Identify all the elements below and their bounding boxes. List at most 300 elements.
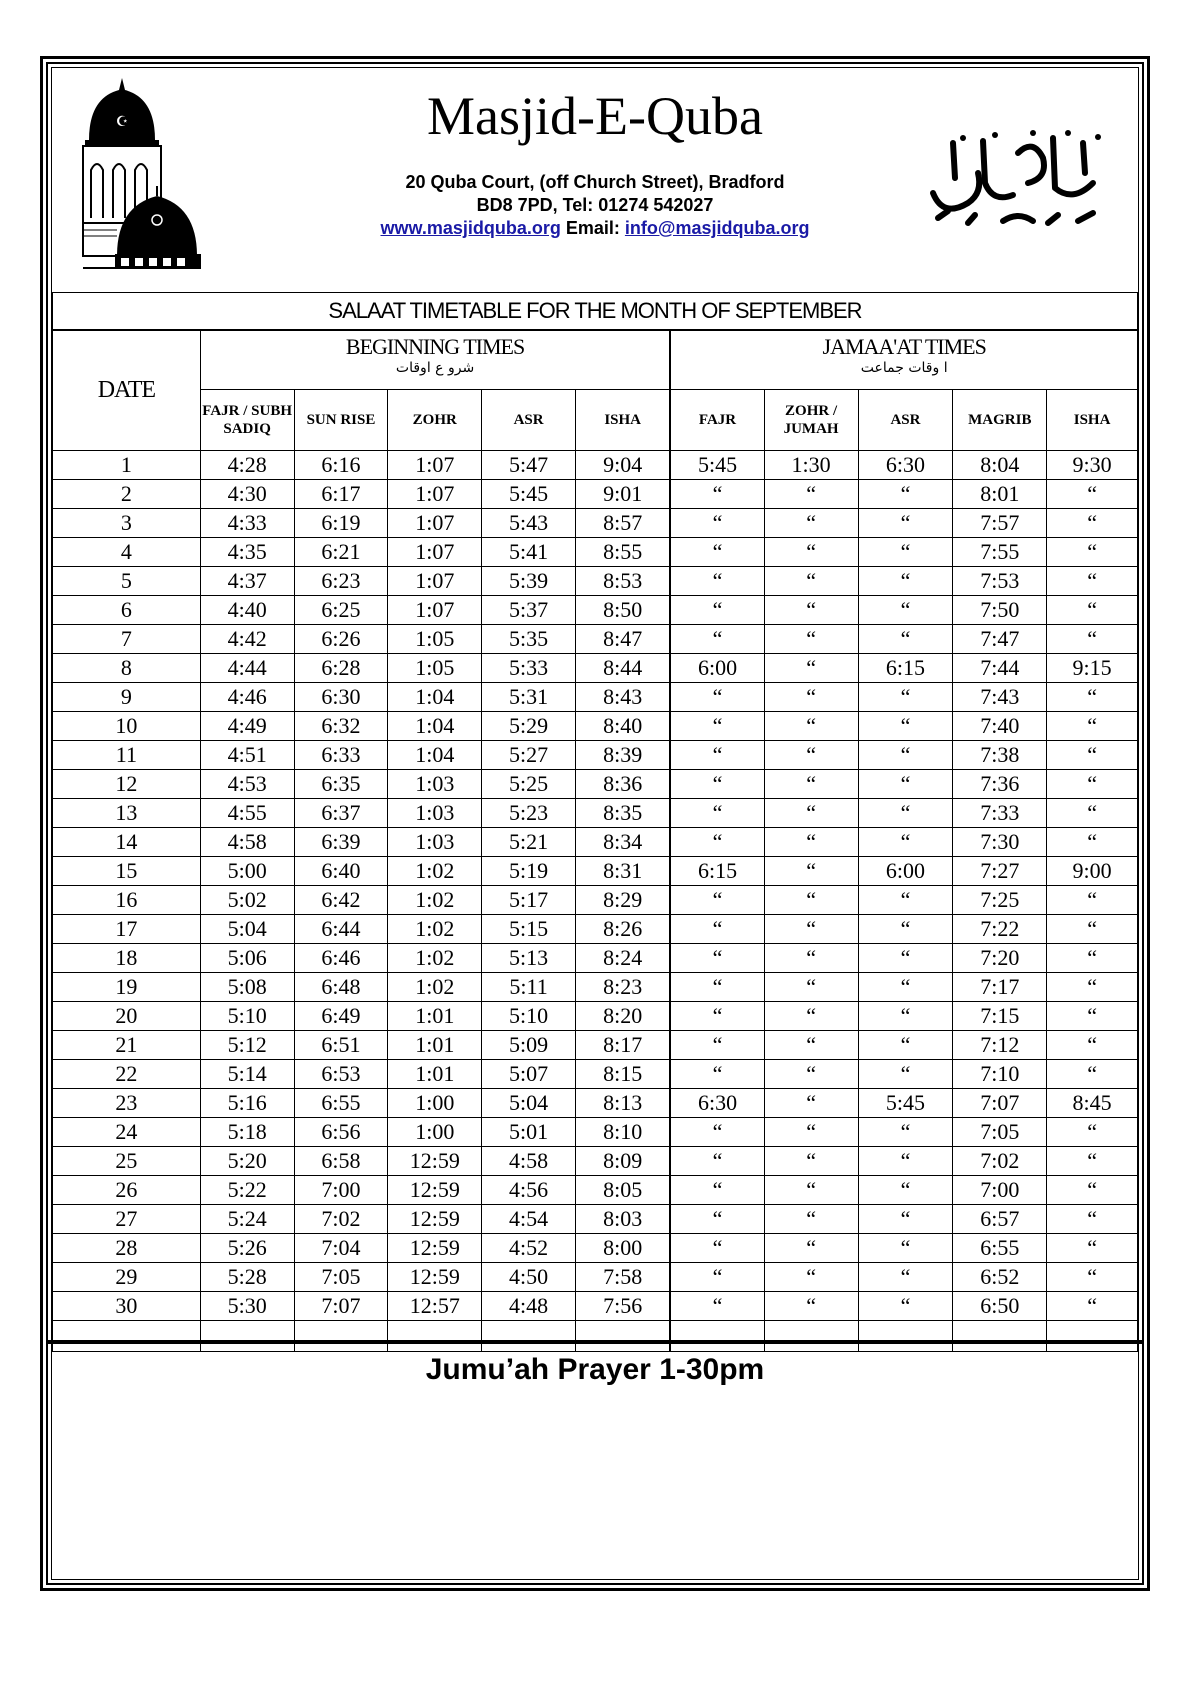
table-row xyxy=(53,509,1138,538)
time-cell: “ xyxy=(670,828,764,857)
time-cell: 1:02 xyxy=(388,944,482,973)
time-cell: 7:02 xyxy=(953,1147,1047,1176)
time-cell: “ xyxy=(764,770,858,799)
date-cell: 25 xyxy=(53,1147,201,1176)
footer-divider xyxy=(46,1340,1144,1344)
beginning-col-1-header: SUN RISE xyxy=(294,390,388,451)
time-cell: 9:04 xyxy=(575,451,670,480)
time-cell: 7:33 xyxy=(953,799,1047,828)
time-cell: 4:28 xyxy=(200,451,294,480)
time-cell: “ xyxy=(670,480,764,509)
time-cell: 5:14 xyxy=(200,1060,294,1089)
time-cell: “ xyxy=(858,1002,953,1031)
time-cell: “ xyxy=(858,973,953,1002)
date-cell: 5 xyxy=(53,567,201,596)
time-cell: “ xyxy=(858,741,953,770)
time-cell: “ xyxy=(858,625,953,654)
jumuah-prayer-note: Jumu’ah Prayer 1-30pm xyxy=(425,1353,765,1386)
time-cell: 7:25 xyxy=(953,886,1047,915)
time-cell: 5:45 xyxy=(482,480,576,509)
time-cell: 1:01 xyxy=(388,1060,482,1089)
jamaat-col-4-header: ISHA xyxy=(1047,390,1138,451)
time-cell: 8:29 xyxy=(575,886,670,915)
time-cell: 7:38 xyxy=(953,741,1047,770)
time-cell: “ xyxy=(1047,799,1138,828)
beginning-col-3-header: ASR xyxy=(482,390,576,451)
time-cell: 6:21 xyxy=(294,538,388,567)
time-cell: 5:02 xyxy=(200,886,294,915)
time-cell: 6:46 xyxy=(294,944,388,973)
time-cell: 6:55 xyxy=(294,1089,388,1118)
time-cell: “ xyxy=(670,741,764,770)
time-cell: “ xyxy=(858,1234,953,1263)
time-cell: “ xyxy=(670,625,764,654)
time-cell: 4:49 xyxy=(200,712,294,741)
time-cell: 8:53 xyxy=(575,567,670,596)
date-cell: 11 xyxy=(53,741,201,770)
date-cell: 27 xyxy=(53,1205,201,1234)
table-row xyxy=(53,1118,1138,1147)
time-cell: “ xyxy=(858,1263,953,1292)
time-cell: “ xyxy=(670,944,764,973)
date-cell: 16 xyxy=(53,886,201,915)
table-row xyxy=(53,654,1138,683)
time-cell: 7:10 xyxy=(953,1060,1047,1089)
time-cell: 8:36 xyxy=(575,770,670,799)
table-row xyxy=(53,770,1138,799)
date-cell: 30 xyxy=(53,1292,201,1321)
time-cell: 7:40 xyxy=(953,712,1047,741)
date-cell: 22 xyxy=(53,1060,201,1089)
time-cell: 1:07 xyxy=(388,567,482,596)
time-cell: “ xyxy=(858,538,953,567)
time-cell: 5:13 xyxy=(482,944,576,973)
time-cell: 9:00 xyxy=(1047,857,1138,886)
time-cell: 6:55 xyxy=(953,1234,1047,1263)
jamaat-col-1-header: ZOHR / JUMAH xyxy=(764,390,858,451)
empty-cell xyxy=(53,1321,201,1352)
date-cell: 17 xyxy=(53,915,201,944)
time-cell: 5:43 xyxy=(482,509,576,538)
time-cell: 6:00 xyxy=(858,857,953,886)
time-cell: 5:21 xyxy=(482,828,576,857)
address-line-2: BD8 7PD, Tel: 01274 542027 xyxy=(476,195,714,215)
empty-cell xyxy=(482,1321,576,1352)
table-row xyxy=(53,1176,1138,1205)
time-cell: “ xyxy=(858,1176,953,1205)
time-cell: 1:30 xyxy=(764,451,858,480)
table-row xyxy=(53,1292,1138,1321)
time-cell: 5:10 xyxy=(482,1002,576,1031)
date-cell: 23 xyxy=(53,1089,201,1118)
time-cell: 5:00 xyxy=(200,857,294,886)
time-cell: 7:12 xyxy=(953,1031,1047,1060)
timetable-body xyxy=(53,451,1138,1352)
time-cell: 6:37 xyxy=(294,799,388,828)
time-cell: 1:03 xyxy=(388,799,482,828)
time-cell: 1:05 xyxy=(388,654,482,683)
time-cell: 5:26 xyxy=(200,1234,294,1263)
date-cell: 1 xyxy=(53,451,201,480)
time-cell: 5:18 xyxy=(200,1118,294,1147)
time-cell: 4:53 xyxy=(200,770,294,799)
time-cell: 7:44 xyxy=(953,654,1047,683)
table-row xyxy=(53,1263,1138,1292)
time-cell: 1:07 xyxy=(388,509,482,538)
time-cell: “ xyxy=(1047,1234,1138,1263)
date-cell: 19 xyxy=(53,973,201,1002)
column-header-row xyxy=(53,390,1138,451)
time-cell: “ xyxy=(764,654,858,683)
time-cell: “ xyxy=(764,509,858,538)
time-cell: “ xyxy=(670,1147,764,1176)
time-cell: “ xyxy=(858,915,953,944)
time-cell: “ xyxy=(670,1234,764,1263)
time-cell: 5:25 xyxy=(482,770,576,799)
time-cell: 5:24 xyxy=(200,1205,294,1234)
time-cell: “ xyxy=(764,1089,858,1118)
time-cell: 5:17 xyxy=(482,886,576,915)
time-cell: 6:15 xyxy=(670,857,764,886)
time-cell: 1:07 xyxy=(388,480,482,509)
date-cell: 24 xyxy=(53,1118,201,1147)
time-cell: “ xyxy=(858,1205,953,1234)
time-cell: “ xyxy=(764,567,858,596)
date-cell: 28 xyxy=(53,1234,201,1263)
time-cell: 4:35 xyxy=(200,538,294,567)
time-cell: 8:20 xyxy=(575,1002,670,1031)
svg-text:☪: ☪ xyxy=(115,114,129,130)
time-cell: 5:12 xyxy=(200,1031,294,1060)
time-cell: 1:00 xyxy=(388,1089,482,1118)
time-cell: 6:19 xyxy=(294,509,388,538)
time-cell: “ xyxy=(764,1147,858,1176)
time-cell: 4:58 xyxy=(482,1147,576,1176)
time-cell: 5:35 xyxy=(482,625,576,654)
time-cell: 4:37 xyxy=(200,567,294,596)
time-cell: 5:06 xyxy=(200,944,294,973)
time-cell: 5:22 xyxy=(200,1176,294,1205)
table-row xyxy=(53,1205,1138,1234)
empty-cell xyxy=(200,1321,294,1352)
date-cell: 13 xyxy=(53,799,201,828)
jamaat-times-header xyxy=(670,330,1137,390)
time-cell: “ xyxy=(670,1031,764,1060)
table-row xyxy=(53,596,1138,625)
time-cell: “ xyxy=(1047,915,1138,944)
time-cell: “ xyxy=(764,1263,858,1292)
time-cell: 4:30 xyxy=(200,480,294,509)
date-cell: 20 xyxy=(53,1002,201,1031)
time-cell: 5:33 xyxy=(482,654,576,683)
time-cell: “ xyxy=(764,1292,858,1321)
time-cell: 5:23 xyxy=(482,799,576,828)
time-cell: 8:10 xyxy=(575,1118,670,1147)
time-cell: 7:07 xyxy=(294,1292,388,1321)
table-row xyxy=(53,538,1138,567)
empty-row xyxy=(53,1321,1138,1352)
time-cell: 4:52 xyxy=(482,1234,576,1263)
jamaat-col-3-header: MAGRIB xyxy=(953,390,1047,451)
time-cell: 6:30 xyxy=(670,1089,764,1118)
time-cell: “ xyxy=(1047,1263,1138,1292)
time-cell: 6:42 xyxy=(294,886,388,915)
time-cell: 8:55 xyxy=(575,538,670,567)
time-cell: 4:44 xyxy=(200,654,294,683)
time-cell: 7:00 xyxy=(953,1176,1047,1205)
time-cell: 7:05 xyxy=(294,1263,388,1292)
time-cell: 7:02 xyxy=(294,1205,388,1234)
timetable-title: SALAAT TIMETABLE FOR THE MONTH OF SEPTEMBER xyxy=(53,293,1138,331)
time-cell: 5:39 xyxy=(482,567,576,596)
time-cell: 6:48 xyxy=(294,973,388,1002)
table-row xyxy=(53,944,1138,973)
beginning-col-4-header: ISHA xyxy=(575,390,670,451)
time-cell: “ xyxy=(858,1118,953,1147)
time-cell: “ xyxy=(764,1176,858,1205)
time-cell: “ xyxy=(764,741,858,770)
time-cell: “ xyxy=(764,712,858,741)
time-cell: 5:16 xyxy=(200,1089,294,1118)
time-cell: 8:09 xyxy=(575,1147,670,1176)
mosque-name-title: Masjid-E-Quba xyxy=(427,86,763,146)
time-cell: “ xyxy=(670,770,764,799)
time-cell: 4:58 xyxy=(200,828,294,857)
time-cell: “ xyxy=(670,886,764,915)
time-cell: 9:30 xyxy=(1047,451,1138,480)
time-cell: “ xyxy=(1047,886,1138,915)
time-cell: 5:11 xyxy=(482,973,576,1002)
table-row xyxy=(53,1031,1138,1060)
date-cell: 26 xyxy=(53,1176,201,1205)
time-cell: 7:00 xyxy=(294,1176,388,1205)
time-cell: “ xyxy=(858,828,953,857)
time-cell: “ xyxy=(670,567,764,596)
date-cell: 4 xyxy=(53,538,201,567)
time-cell: 6:32 xyxy=(294,712,388,741)
time-cell: 1:04 xyxy=(388,683,482,712)
time-cell: 6:17 xyxy=(294,480,388,509)
time-cell: 7:05 xyxy=(953,1118,1047,1147)
website-link[interactable]: www.masjidquba.org xyxy=(380,218,561,238)
time-cell: 6:28 xyxy=(294,654,388,683)
table-row xyxy=(53,828,1138,857)
time-cell: 4:56 xyxy=(482,1176,576,1205)
time-cell: 5:31 xyxy=(482,683,576,712)
time-cell: “ xyxy=(858,886,953,915)
table-row xyxy=(53,1234,1138,1263)
jamaat-times-label: JAMAA'AT TIMES xyxy=(822,334,986,359)
time-cell: “ xyxy=(764,1118,858,1147)
time-cell: 7:07 xyxy=(953,1089,1047,1118)
time-cell: 4:50 xyxy=(482,1263,576,1292)
time-cell: “ xyxy=(1047,596,1138,625)
date-cell: 2 xyxy=(53,480,201,509)
time-cell: “ xyxy=(858,567,953,596)
time-cell: 1:02 xyxy=(388,857,482,886)
time-cell: 7:20 xyxy=(953,944,1047,973)
time-cell: 6:51 xyxy=(294,1031,388,1060)
time-cell: “ xyxy=(858,596,953,625)
date-cell: 9 xyxy=(53,683,201,712)
time-cell: “ xyxy=(764,1002,858,1031)
empty-cell xyxy=(953,1321,1047,1352)
date-cell: 18 xyxy=(53,944,201,973)
time-cell: 5:47 xyxy=(482,451,576,480)
time-cell: “ xyxy=(1047,480,1138,509)
time-cell: 5:09 xyxy=(482,1031,576,1060)
time-cell: “ xyxy=(670,1060,764,1089)
time-cell: “ xyxy=(1047,538,1138,567)
time-cell: 8:26 xyxy=(575,915,670,944)
time-cell: 7:53 xyxy=(953,567,1047,596)
time-cell: 8:43 xyxy=(575,683,670,712)
time-cell: 5:08 xyxy=(200,973,294,1002)
date-cell: 12 xyxy=(53,770,201,799)
time-cell: “ xyxy=(1047,828,1138,857)
time-cell: “ xyxy=(1047,625,1138,654)
table-row xyxy=(53,567,1138,596)
time-cell: 7:04 xyxy=(294,1234,388,1263)
time-cell: 5:10 xyxy=(200,1002,294,1031)
time-cell: 1:04 xyxy=(388,712,482,741)
table-row xyxy=(53,741,1138,770)
email-label: Email: xyxy=(565,218,620,238)
time-cell: 4:46 xyxy=(200,683,294,712)
time-cell: “ xyxy=(670,1118,764,1147)
time-cell: “ xyxy=(670,973,764,1002)
time-cell: 6:33 xyxy=(294,741,388,770)
email-link[interactable]: info@masjidquba.org xyxy=(624,218,810,238)
time-cell: 1:07 xyxy=(388,538,482,567)
time-cell: “ xyxy=(1047,509,1138,538)
time-cell: 1:03 xyxy=(388,828,482,857)
address-line-1: 20 Quba Court, (off Church Street), Bradford xyxy=(405,172,785,192)
table-row xyxy=(53,915,1138,944)
time-cell: “ xyxy=(670,799,764,828)
date-cell: 8 xyxy=(53,654,201,683)
time-cell: “ xyxy=(670,712,764,741)
beginning-col-0-header: FAJR / SUBH SADIQ xyxy=(200,390,294,451)
time-cell: “ xyxy=(764,1031,858,1060)
time-cell: “ xyxy=(670,683,764,712)
time-cell: 8:50 xyxy=(575,596,670,625)
time-cell: “ xyxy=(1047,944,1138,973)
time-cell: 8:40 xyxy=(575,712,670,741)
empty-cell xyxy=(388,1321,482,1352)
date-cell: 7 xyxy=(53,625,201,654)
empty-cell xyxy=(670,1321,764,1352)
time-cell: 5:15 xyxy=(482,915,576,944)
time-cell: 1:01 xyxy=(388,1002,482,1031)
table-row xyxy=(53,625,1138,654)
time-cell: 5:45 xyxy=(858,1089,953,1118)
time-cell: 12:59 xyxy=(388,1205,482,1234)
time-cell: 12:59 xyxy=(388,1263,482,1292)
time-cell: 6:25 xyxy=(294,596,388,625)
time-cell: “ xyxy=(764,1060,858,1089)
time-cell: 6:30 xyxy=(858,451,953,480)
time-cell: “ xyxy=(1047,1147,1138,1176)
time-cell: 7:50 xyxy=(953,596,1047,625)
time-cell: 4:33 xyxy=(200,509,294,538)
time-cell: 5:28 xyxy=(200,1263,294,1292)
table-row xyxy=(53,712,1138,741)
time-cell: “ xyxy=(670,596,764,625)
table-row xyxy=(53,799,1138,828)
time-cell: “ xyxy=(670,1176,764,1205)
time-cell: 8:17 xyxy=(575,1031,670,1060)
arabic-calligraphy-logo-icon xyxy=(923,123,1108,233)
time-cell: 4:54 xyxy=(482,1205,576,1234)
time-cell: 9:01 xyxy=(575,480,670,509)
time-cell: 6:00 xyxy=(670,654,764,683)
time-cell: 7:55 xyxy=(953,538,1047,567)
time-cell: “ xyxy=(858,1031,953,1060)
date-cell: 6 xyxy=(53,596,201,625)
time-cell: 4:42 xyxy=(200,625,294,654)
time-cell: “ xyxy=(858,944,953,973)
date-cell: 14 xyxy=(53,828,201,857)
time-cell: 6:44 xyxy=(294,915,388,944)
time-cell: “ xyxy=(858,509,953,538)
time-cell: “ xyxy=(764,886,858,915)
time-cell: 8:13 xyxy=(575,1089,670,1118)
time-cell: 4:40 xyxy=(200,596,294,625)
time-cell: “ xyxy=(764,828,858,857)
time-cell: 4:55 xyxy=(200,799,294,828)
time-cell: 5:04 xyxy=(200,915,294,944)
time-cell: 7:22 xyxy=(953,915,1047,944)
time-cell: 8:15 xyxy=(575,1060,670,1089)
time-cell: “ xyxy=(670,915,764,944)
time-cell: 6:26 xyxy=(294,625,388,654)
time-cell: 5:27 xyxy=(482,741,576,770)
time-cell: 6:40 xyxy=(294,857,388,886)
time-cell: 8:05 xyxy=(575,1176,670,1205)
time-cell: “ xyxy=(1047,741,1138,770)
table-row xyxy=(53,480,1138,509)
time-cell: 5:30 xyxy=(200,1292,294,1321)
time-cell: “ xyxy=(858,480,953,509)
date-column-header: DATE xyxy=(53,330,201,451)
table-row xyxy=(53,1002,1138,1031)
time-cell: 6:56 xyxy=(294,1118,388,1147)
time-cell: 8:31 xyxy=(575,857,670,886)
time-cell: 1:05 xyxy=(388,625,482,654)
time-cell: 6:15 xyxy=(858,654,953,683)
time-cell: “ xyxy=(764,857,858,886)
time-cell: “ xyxy=(1047,1060,1138,1089)
time-cell: “ xyxy=(764,596,858,625)
time-cell: 6:50 xyxy=(953,1292,1047,1321)
time-cell: 6:35 xyxy=(294,770,388,799)
time-cell: 7:43 xyxy=(953,683,1047,712)
time-cell: 8:44 xyxy=(575,654,670,683)
time-cell: “ xyxy=(858,1147,953,1176)
time-cell: “ xyxy=(858,712,953,741)
time-cell: 6:23 xyxy=(294,567,388,596)
time-cell: “ xyxy=(764,538,858,567)
time-cell: “ xyxy=(764,683,858,712)
time-cell: 7:17 xyxy=(953,973,1047,1002)
table-row xyxy=(53,1147,1138,1176)
time-cell: 8:01 xyxy=(953,480,1047,509)
beginning-times-header xyxy=(200,330,670,390)
table-row xyxy=(53,886,1138,915)
time-cell: 8:57 xyxy=(575,509,670,538)
time-cell: “ xyxy=(858,683,953,712)
